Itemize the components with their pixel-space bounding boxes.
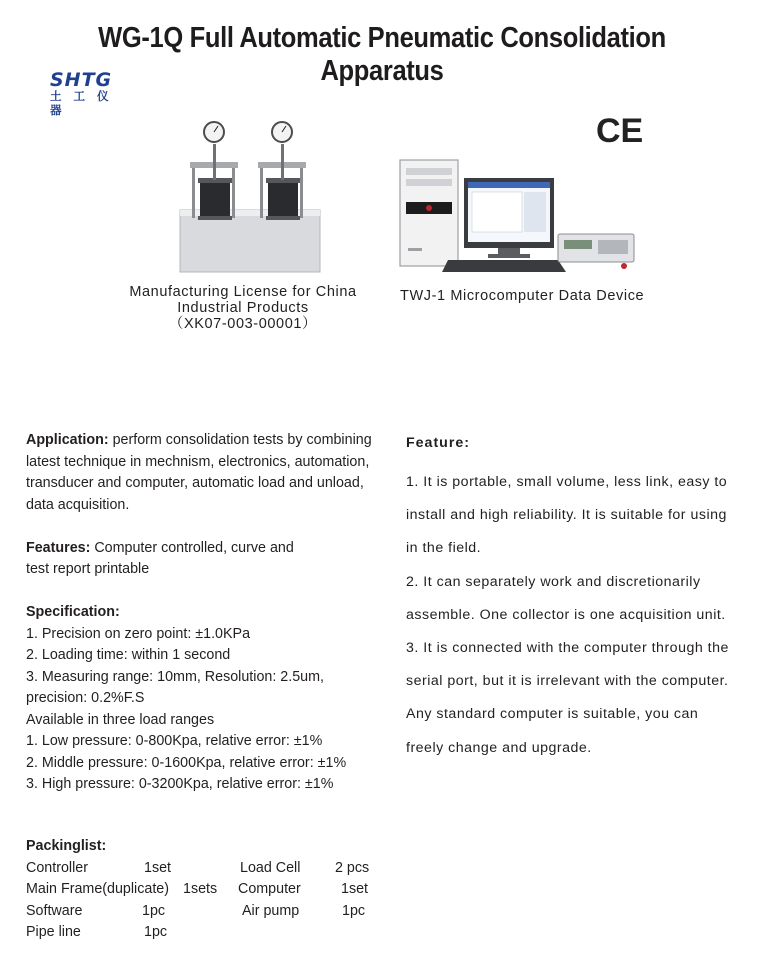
feature-heading: Feature: — [406, 435, 470, 451]
feature-line: 3. It is connected with the computer through the — [406, 640, 729, 657]
feature-line: serial port, but it is irrelevant with the computer. — [406, 673, 729, 690]
application-text: data acquisition. — [26, 496, 130, 513]
packing-qty: 1pc — [142, 902, 166, 919]
spec-line: 2. Loading time: within 1 second — [26, 647, 231, 663]
right-column — [406, 432, 746, 765]
feature-line: freely change and upgrade. — [406, 739, 592, 756]
caption-line: Industrial Products — [177, 300, 309, 316]
packing-qty: 1set — [341, 881, 369, 897]
spec-line: 2. Middle pressure: 0-1600Kpa, relative error: ±1% — [26, 754, 347, 771]
ce-mark: CE — [596, 112, 644, 150]
logo-wordmark: SHTG — [50, 69, 113, 91]
packing-qty: 1set — [144, 859, 172, 876]
application-text: perform consolidation tests by combining — [108, 432, 372, 448]
feature-line: 2. It can separately work and discretionarily — [406, 573, 701, 590]
application-text: transducer and computer, automatic load and unload, — [26, 475, 364, 491]
left-column — [26, 430, 390, 796]
feature-line: 1. It is portable, small volume, less link, easy to — [406, 474, 728, 490]
packing-qty: 1pc — [144, 924, 168, 940]
feature-line: install and high reliability. It is suitable for using — [406, 507, 727, 524]
features-heading: Features: — [26, 539, 91, 556]
packinglist-heading: Packinglist: — [26, 838, 107, 854]
consolidation-apparatus-image — [178, 118, 324, 276]
page-title: WG-1Q Full Automatic Pneumatic Consolidation Apparatus — [98, 22, 666, 87]
packing-item: Computer — [238, 881, 301, 897]
brand-logo — [50, 69, 130, 117]
spec-line: 1. Precision on zero point: ±1.0KPa — [26, 625, 251, 642]
spec-line: 3. Measuring range: 10mm, Resolution: 2.5um, — [26, 668, 325, 685]
caption-line: （XK07-003-00001） — [168, 316, 318, 332]
spec-line: 1. Low pressure: 0-800Kpa, relative error: ±1% — [26, 733, 323, 749]
feature-line: assemble. One collector is one acquisition unit. — [406, 606, 726, 623]
packing-qty: 1pc — [342, 902, 366, 919]
feature-line: Any standard computer is suitable, you can — [406, 706, 699, 723]
feature-line: in the field. — [406, 540, 482, 557]
packing-item: Load Cell — [240, 859, 301, 876]
packing-qty: 2 pcs — [335, 859, 370, 876]
specification-heading: Specification: — [26, 604, 120, 620]
product-caption-data-device: TWJ-1 Microcomputer Data Device — [400, 288, 645, 304]
packing-qty: 1sets — [183, 881, 218, 897]
packing-item: Main Frame(duplicate) — [26, 881, 170, 897]
product-caption-license — [118, 284, 368, 332]
spec-line: precision: 0.2%F.S — [26, 690, 145, 706]
packing-item: Pipe line — [26, 924, 81, 940]
application-heading: Application: — [26, 432, 109, 448]
logo-chinese-text: 土 工 仪 器 — [50, 89, 113, 117]
data-device-image — [398, 158, 638, 278]
caption-line: Manufacturing License for China — [129, 284, 357, 300]
packing-item: Software — [26, 902, 83, 919]
spec-line: 3. High pressure: 0-3200Kpa, relative error: ±1% — [26, 776, 334, 792]
packing-item: Controller — [26, 859, 88, 876]
application-text: latest technique in mechnism, electronics, automation, — [26, 453, 370, 470]
spec-line: Available in three load ranges — [26, 711, 215, 728]
packing-item: Air pump — [242, 902, 300, 919]
features-text: test report printable — [26, 561, 150, 577]
features-text: Computer controlled, curve and — [90, 539, 294, 556]
